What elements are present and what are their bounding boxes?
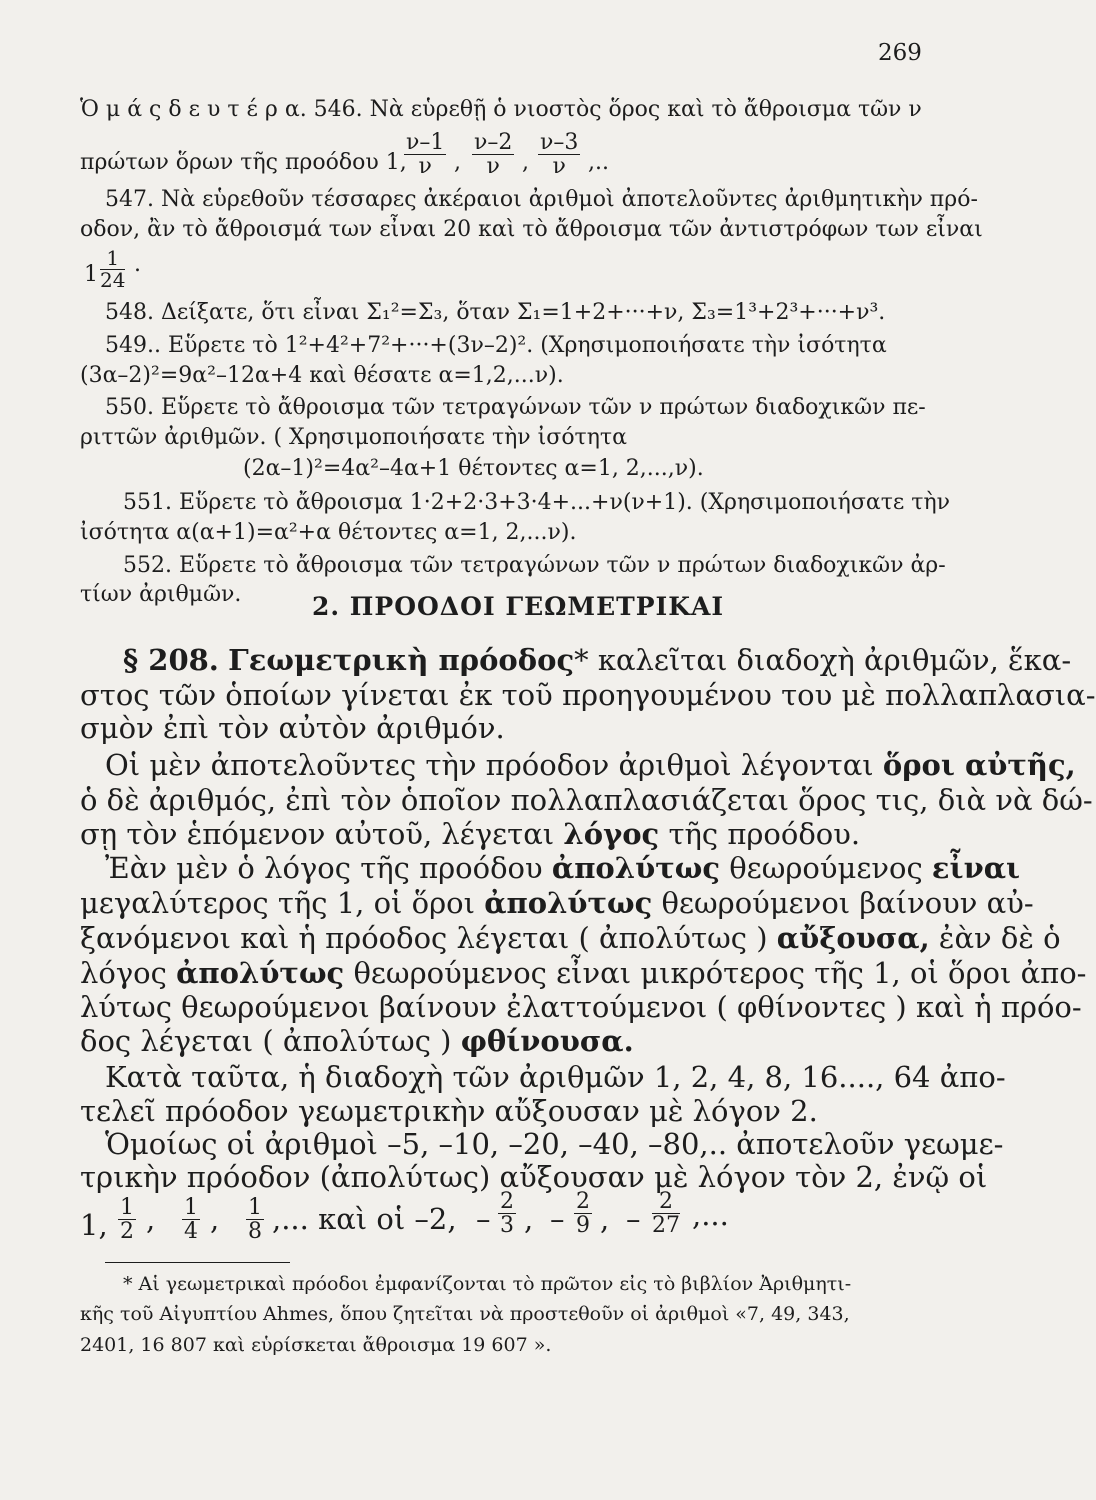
terms-line1 xyxy=(105,748,1076,782)
exercise-551-line2: ἰσότητα α(α+1)=α²+α θέτοντες α=1, 2,...ν). xyxy=(80,520,577,545)
fraction-numerator: ν–1 xyxy=(406,130,445,155)
paragraph-text: λόγος xyxy=(80,956,167,990)
fraction-denominator: ν xyxy=(552,154,566,180)
paragraph-208-line2: στος τῶν ὁποίων γίνεται ἐκ τοῦ προηγουμένου του μὲ πολλαπλασια- xyxy=(80,678,1096,712)
comma: , xyxy=(454,150,461,175)
fraction-numerator: 2 xyxy=(652,1190,680,1214)
minus-sign: – xyxy=(550,1202,565,1236)
fraction-546-2 xyxy=(472,131,514,178)
paragraph-text: ἐὰν δὲ ὁ xyxy=(938,921,1061,955)
fraction-two-27ths xyxy=(652,1190,680,1237)
fraction-numerator: 2 xyxy=(576,1189,590,1214)
fraction-denominator: 8 xyxy=(248,1219,262,1245)
fraction-denominator: 24 xyxy=(100,268,126,292)
example2-start: 1, xyxy=(80,1208,108,1242)
bold-term: αὔξουσα, xyxy=(776,921,930,955)
fraction-two-ninths xyxy=(574,1190,592,1237)
exercise-552-line1: 552. Εὕρετε τὸ ἄθροισμα τῶν τετραγώνων τῶν ν πρώτων διαδοχικῶν ἀρ- xyxy=(123,553,946,578)
fraction-numerator: ν–2 xyxy=(474,130,513,155)
fraction-546-1 xyxy=(404,131,446,178)
exercise-546-line1: Ὁ μ ά ς δ ε υ τ έ ρ α. 546. Νὰ εὑρεθῇ ὁ νιοστὸς ὅρος καὶ τὸ ἄθροισμα τῶν ν xyxy=(80,97,922,122)
paragraph-text: θεωρούμενοι βαίνουν αὐ- xyxy=(661,886,1034,920)
paragraph-text: Οἱ μὲν ἀποτελοῦντες τὴν πρόοδον ἀριθμοὶ λέγονται xyxy=(105,748,874,782)
mixed-number-fraction xyxy=(100,248,125,291)
fraction-numerator: ν–3 xyxy=(540,130,579,155)
comma: , xyxy=(600,1202,610,1236)
exercise-550-line1: 550. Εὕρετε τὸ ἄθροισμα τῶν τετραγώνων τῶν ν πρώτων διαδοχικῶν πε- xyxy=(105,395,926,420)
minus-sign: – xyxy=(476,1202,491,1236)
exercise-549-line1: 549.. Εὕρετε τὸ 1²+4²+7²+···+(3ν–2)². (Χρησιμοποιήσατε τὴν ἰσότητα xyxy=(105,333,887,358)
example2-line1: Ὁμοίως οἱ ἀριθμοὶ –5, –10, –20, –40, –80,.. ἀποτελοῦν γεωμε- xyxy=(105,1127,1004,1161)
comma: , xyxy=(146,1202,156,1236)
defined-term: Γεωμετρικὴ πρόοδος xyxy=(228,643,575,677)
bold-term: λόγος xyxy=(563,817,660,851)
section-title: 2. ΠΡΟΟΔΟΙ ΓΕΩΜΕΤΡΙΚΑΙ xyxy=(312,592,725,621)
paragraph-text: σῃ τὸν ἑπόμενον αὐτοῦ, λέγεται xyxy=(80,817,555,851)
paragraph-208-line3: σμὸν ἐπὶ τὸν αὐτὸν ἀριθμόν. xyxy=(80,711,505,745)
exercise-552-line2: τίων ἀριθμῶν. xyxy=(80,582,242,607)
paragraph-text: Ἐὰν μὲν ὁ λόγος τῆς προόδου xyxy=(105,851,543,885)
fraction-denominator: 2 xyxy=(120,1219,134,1245)
example1-line1: Κατὰ ταῦτα, ἡ διαδοχὴ τῶν ἀριθμῶν 1, 2, 4, 8, 16...., 64 ἀπο- xyxy=(105,1060,1006,1094)
fraction-numerator: 1 xyxy=(120,1195,134,1220)
abs-line4 xyxy=(80,956,1086,990)
exercise-547-line2: οδον, ἂν τὸ ἄθροισμά των εἶναι 20 καὶ τὸ ἄθροισμα τῶν ἀντιστρόφων των εἶναι xyxy=(80,217,983,242)
abs-line3 xyxy=(80,921,1061,955)
fraction-numerator: 2 xyxy=(500,1189,514,1214)
footnote-line2: κῆς τοῦ Αἰγυπτίου Ahmes, ὅπου ζητεῖται νὰ προστεθοῦν οἱ ἀριθμοὶ «7, 49, 343, xyxy=(80,1303,850,1325)
exercise-550-line3: (2α–1)²=4α²–4α+1 θέτοντες α=1, 2,...,ν). xyxy=(243,456,704,481)
fraction-denominator: 3 xyxy=(500,1213,514,1239)
page-number: 269 xyxy=(878,40,922,66)
ellipsis: ,.. xyxy=(588,150,609,175)
comma: , xyxy=(210,1202,220,1236)
terms-line3 xyxy=(80,817,860,851)
exercise-550-line2: ριττῶν ἀριθμῶν. ( Χρησιμοποιήσατε τὴν ἰσότητα xyxy=(80,425,627,450)
bold-term: εἶναι xyxy=(931,851,1021,885)
fraction-numerator: 1 xyxy=(184,1195,198,1220)
fraction-denominator: ν xyxy=(418,154,432,180)
exercise-548: 548. Δείξατε, ὅτι εἶναι Σ₁²=Σ₃, ὅταν Σ₁=1+2+···+ν, Σ₃=1³+2³+···+ν³. xyxy=(105,300,886,325)
paragraph-text: τῆς προόδου. xyxy=(668,817,861,851)
fraction-denominator: 4 xyxy=(184,1219,198,1245)
bold-term: ἀπολύτως xyxy=(551,851,720,885)
section-number: § 208. xyxy=(123,643,219,677)
footnote-divider xyxy=(105,1262,290,1263)
abs-line6 xyxy=(80,1024,634,1058)
terms-line2: ὁ δὲ ἀριθμός, ἐπὶ τὸν ὁποῖον πολλαπλασιάζεται ὅρος τις, διὰ νὰ δώ- xyxy=(80,783,1093,817)
paragraph-text: μεγαλύτερος τῆς 1, οἱ ὅροι xyxy=(80,886,475,920)
bold-term: φθίνουσα. xyxy=(460,1024,634,1058)
abs-line5: λύτως θεωρούμενοι βαίνουν ἐλαττούμενοι ( φθίνοντες ) καὶ ἡ πρόο- xyxy=(80,990,1082,1024)
abs-line2 xyxy=(80,886,1034,920)
paragraph-text: * καλεῖται διαδοχὴ ἀριθμῶν, ἕκα- xyxy=(574,643,1072,677)
ellipsis: ,... xyxy=(692,1198,729,1232)
fraction-denominator: ν xyxy=(486,154,500,180)
exercise-549-line2: (3α–2)²=9α²–12α+4 καὶ θέσατε α=1,2,...ν). xyxy=(80,363,564,388)
fraction-one-half xyxy=(118,1196,136,1243)
exercise-551-line1: 551. Εὕρετε τὸ ἄθροισμα 1·2+2·3+3·4+...+ν(ν+1). (Χρησιμοποιήσατε τὴν xyxy=(123,490,951,515)
minus-sign: – xyxy=(626,1202,641,1236)
paragraph-text: δος λέγεται ( ἀπολύτως ) xyxy=(80,1024,452,1058)
abs-line1 xyxy=(105,851,1020,885)
fraction-denominator: 27 xyxy=(652,1213,680,1239)
example2-middle: ,... καὶ οἱ –2, xyxy=(272,1202,457,1236)
exercise-547-line1: 547. Νὰ εὑρεθοῦν τέσσαρες ἀκέραιοι ἀριθμοὶ ἀποτελοῦντες ἀριθμητικὴν πρό- xyxy=(105,187,978,212)
paragraph-text: θεωρούμενος xyxy=(729,851,923,885)
fraction-numerator: 1 xyxy=(100,248,125,270)
comma: , xyxy=(522,150,529,175)
fraction-two-thirds xyxy=(498,1190,516,1237)
bold-term: ἀπολύτως xyxy=(176,956,345,990)
exercise-546-line2: πρώτων ὅρων τῆς προόδου 1, xyxy=(80,150,407,175)
example2-line2: τρικὴν πρόοδον (ἀπολύτως) αὔξουσαν μὲ λόγον τὸν 2, ἐνῷ οἱ xyxy=(80,1160,988,1194)
mixed-number-whole: 1 xyxy=(84,262,98,287)
footnote-line3: 2401, 16 807 καὶ εὑρίσκεται ἄθροισμα 19 607 ». xyxy=(80,1334,552,1356)
comma: , xyxy=(524,1202,534,1236)
bold-term: ὅροι αὐτῆς, xyxy=(882,748,1076,782)
footnote-line1: * Αἱ γεωμετρικαὶ πρόοδοι ἐμφανίζονται τὸ πρῶτον εἰς τὸ βιβλίον Ἀριθμητι- xyxy=(123,1273,852,1295)
bold-term: ἀπολύτως xyxy=(484,886,653,920)
example1-line2: τελεῖ πρόοδον γεωμετρικὴν αὔξουσαν μὲ λόγον 2. xyxy=(80,1094,818,1128)
fraction-denominator: 9 xyxy=(576,1213,590,1239)
fraction-546-3 xyxy=(538,131,580,178)
period: . xyxy=(134,252,141,277)
fraction-one-eighth xyxy=(246,1196,264,1243)
paragraph-text: ξανόμενοι καὶ ἡ πρόοδος λέγεται ( ἀπολύτως ) xyxy=(80,921,768,955)
fraction-numerator: 1 xyxy=(248,1195,262,1220)
paragraph-text: θεωρούμενος εἶναι μικρότερος τῆς 1, οἱ ὅροι ἀπο- xyxy=(353,956,1087,990)
fraction-one-quarter xyxy=(182,1196,200,1243)
paragraph-208-line1 xyxy=(123,643,1071,677)
